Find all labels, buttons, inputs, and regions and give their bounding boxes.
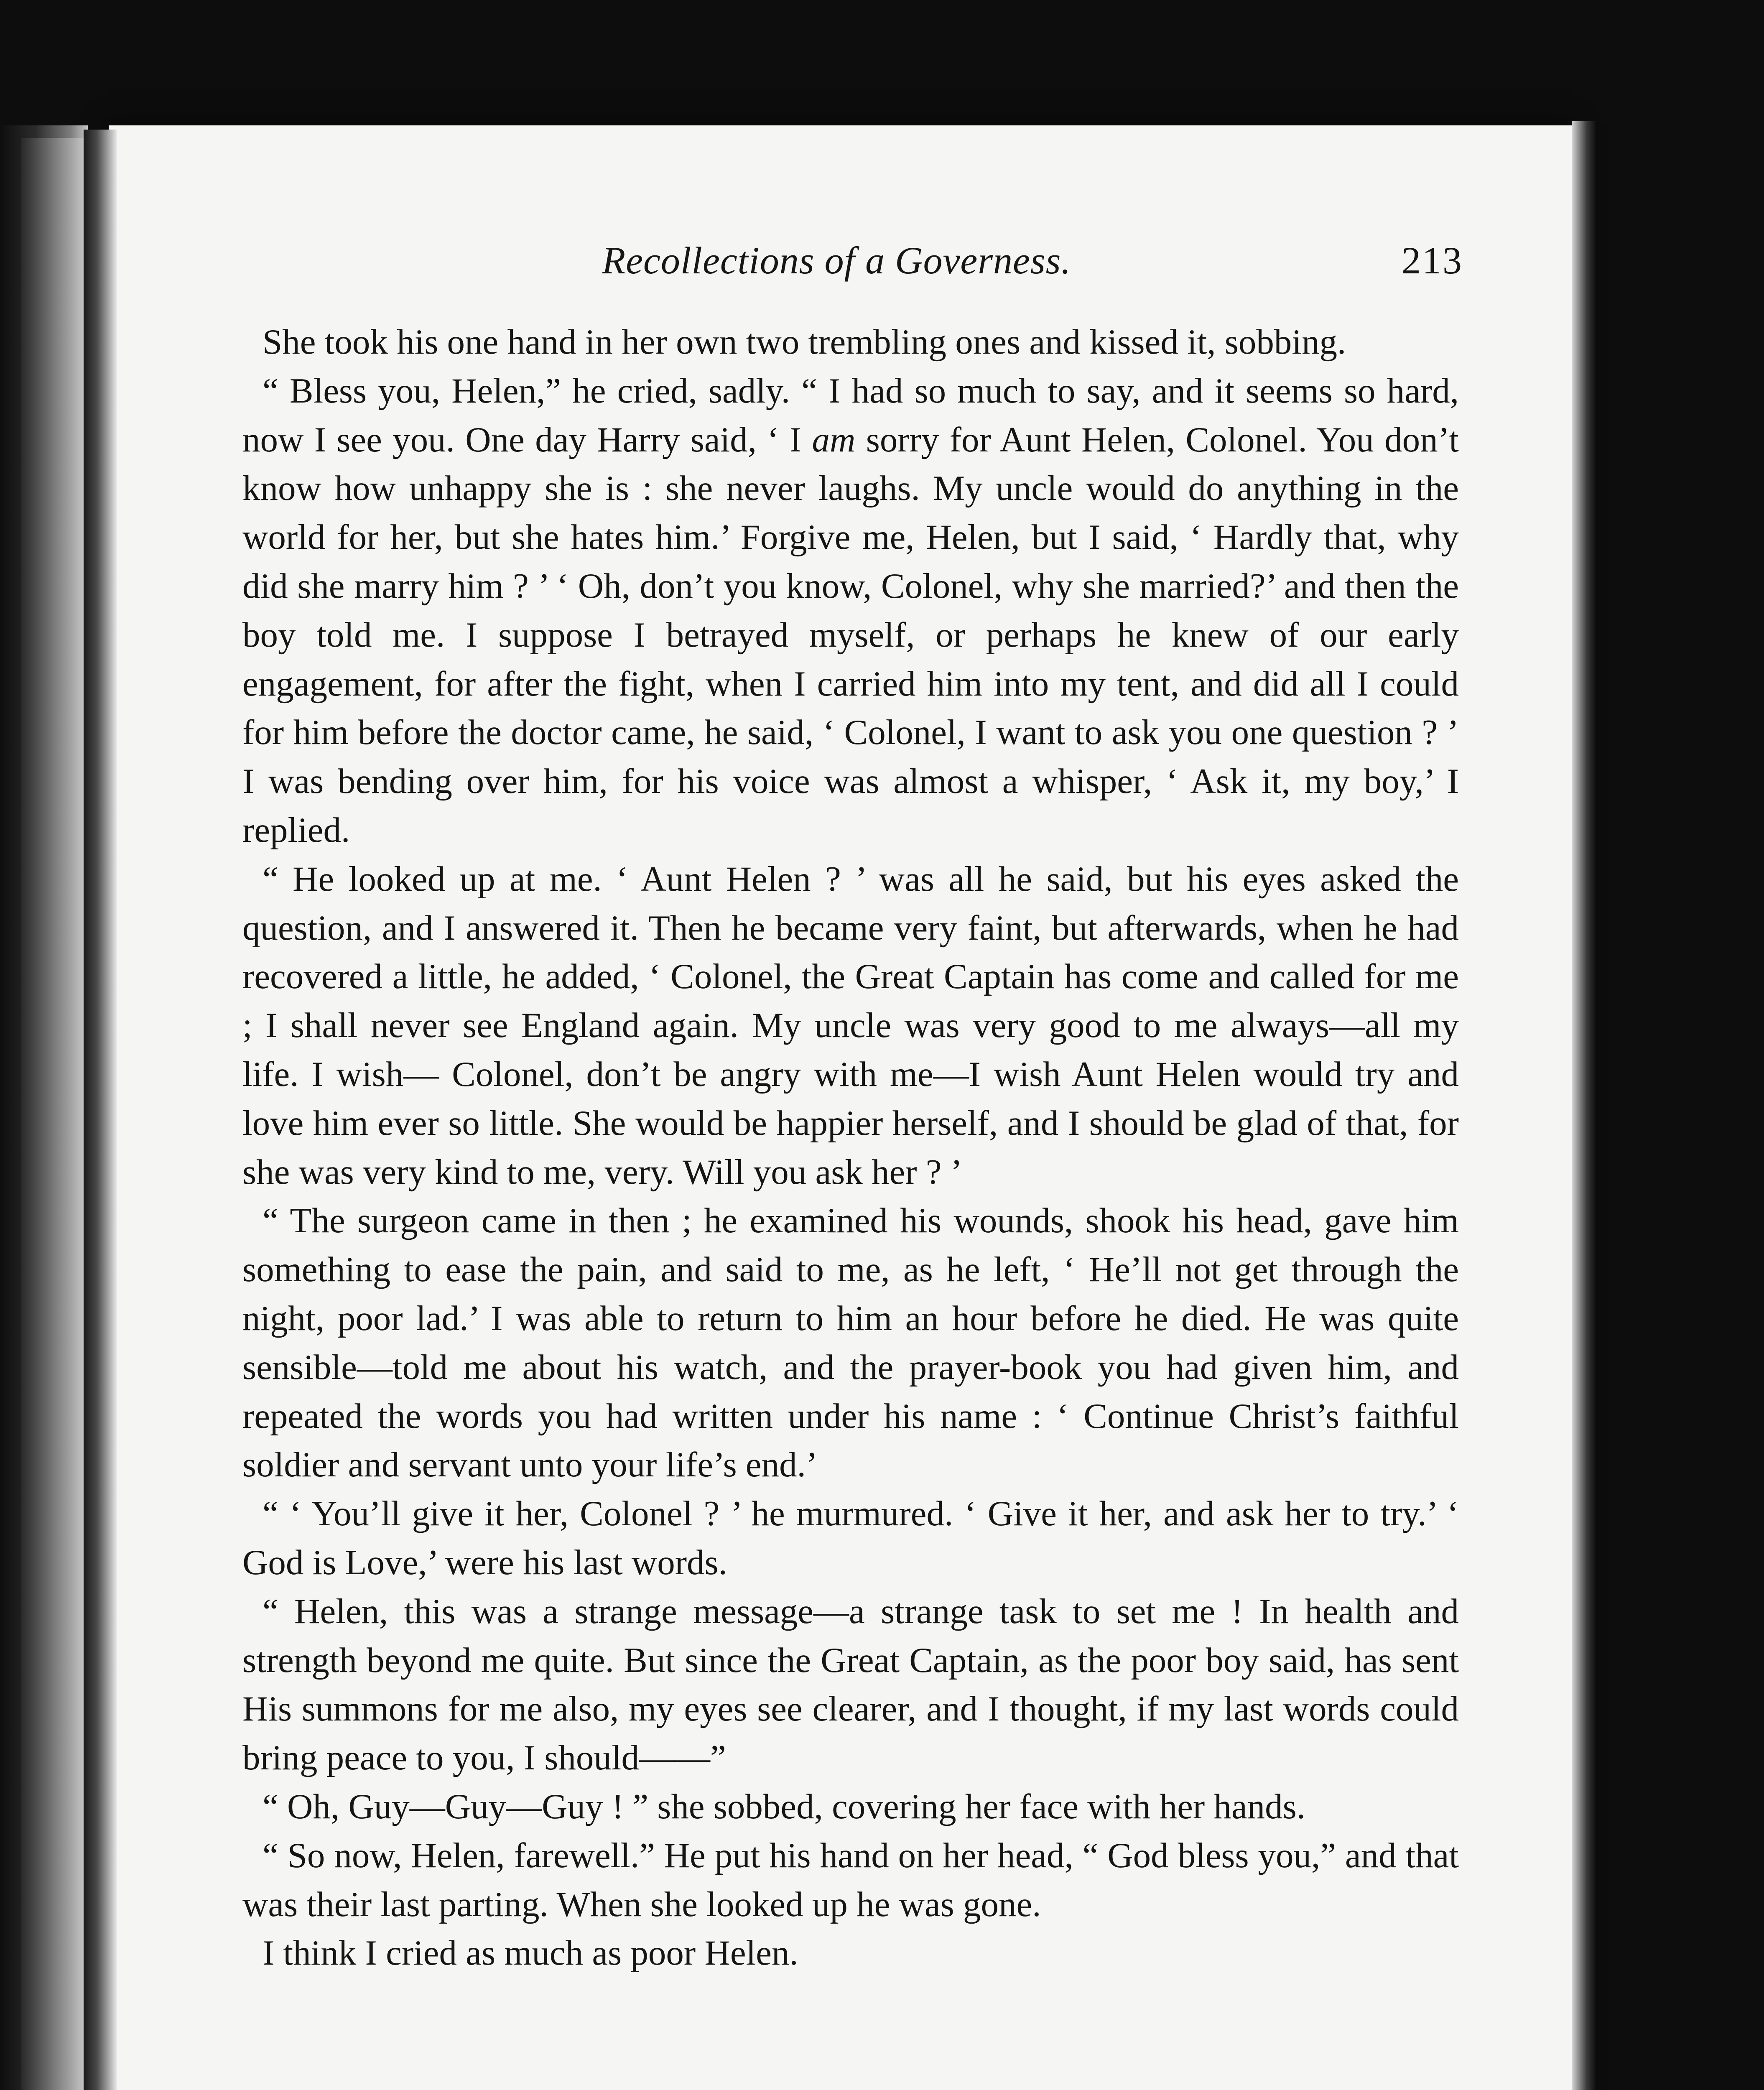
paragraph: “ ‘ You’ll give it her, Colonel ? ’ he murmured. ‘ Give it her, and ask her to try.’ ‘ God is Love,’ were his last words.: [242, 1494, 1459, 1582]
paragraph: “ Helen, this was a strange message—a strange task to set me ! In health and strength beyond me quite. But since the Great Captain, as the poor boy said, has sent His summons for me also, my eyes see clearer, and I thought, if my last words could bring peace to you, I should——”: [242, 1591, 1459, 1778]
page-right-edge: [1572, 121, 1597, 2090]
emphasized-word: am: [812, 420, 856, 459]
paragraph: I think I cried as much as poor Helen.: [263, 1933, 798, 1973]
running-header: [451, 238, 1463, 301]
paragraph: “ He looked up at me. ‘ Aunt Helen ? ’ was all he said, but his eyes asked the question, and I answered it. Then he became very faint, but afterwards, when he had recovered a little, he added, ‘ Colonel, the Great Captain has come and called for me ; I shall never see England again. My uncle was very good to me always—all my life. I wish— Colonel, don’t be angry with me—I wish Aunt Helen would try and love him ever so little. She would be happier herself, and I should be glad of that, for she was very kind to me, very. Will you ask her ? ’: [242, 859, 1459, 1192]
page-number: 213: [1402, 239, 1463, 282]
paragraph: “ So now, Helen, farewell.” He put his hand on her head, “ God bless you,” and that was their last parting. When she looked up he was gone.: [242, 1835, 1459, 1924]
book-gutter: [84, 130, 117, 2090]
paragraph: “ Oh, Guy—Guy—Guy ! ” she sobbed, covering her face with her hands.: [263, 1787, 1306, 1826]
facing-page-sliver: [21, 138, 92, 2090]
running-title: Recollections of a Governess.: [602, 239, 1071, 282]
body-text: [242, 318, 1459, 1978]
paragraph: “ The surgeon came in then ; he examined his wounds, shook his head, gave him something to ease the pain, and said to me, as he left, ‘ He’ll not get through the night, poor lad.’ I was able to return to him an hour before he died. He was quite sensible—told me about his watch, and the prayer-book you had given him, and repeated the words you had written under his name : ‘ Continue Christ’s faithful soldier and servant unto your life’s end.’: [242, 1201, 1459, 1485]
paragraph: She took his one hand in her own two trembling ones and kissed it, sobbing.: [263, 322, 1346, 362]
paragraph: “ Bless you, Helen,” he cried, sadly. “ I had so much to say, and it seems so hard, now I see you. One day Harry said, ‘ I am sorry for Aunt Helen, Colonel. You don’t know how unhappy she is : she never laughs. My uncle would do anything in the world for her, but she hates him.’ Forgive me, Helen, but I said, ‘ Hardly that, why did she marry him ? ’ ‘ Oh, don’t you know, Colonel, why she married?’ and then the boy told me. I suppose I betrayed myself, or perhaps he knew of our early engagement, for after the fight, when I carried him into my tent, and did all I could for him before the doctor came, he said, ‘ Colonel, I want to ask you one question ? ’ I was bending over him, for his voice was almost a whisper, ‘ Ask it, my boy,’ I replied.: [242, 371, 1459, 850]
